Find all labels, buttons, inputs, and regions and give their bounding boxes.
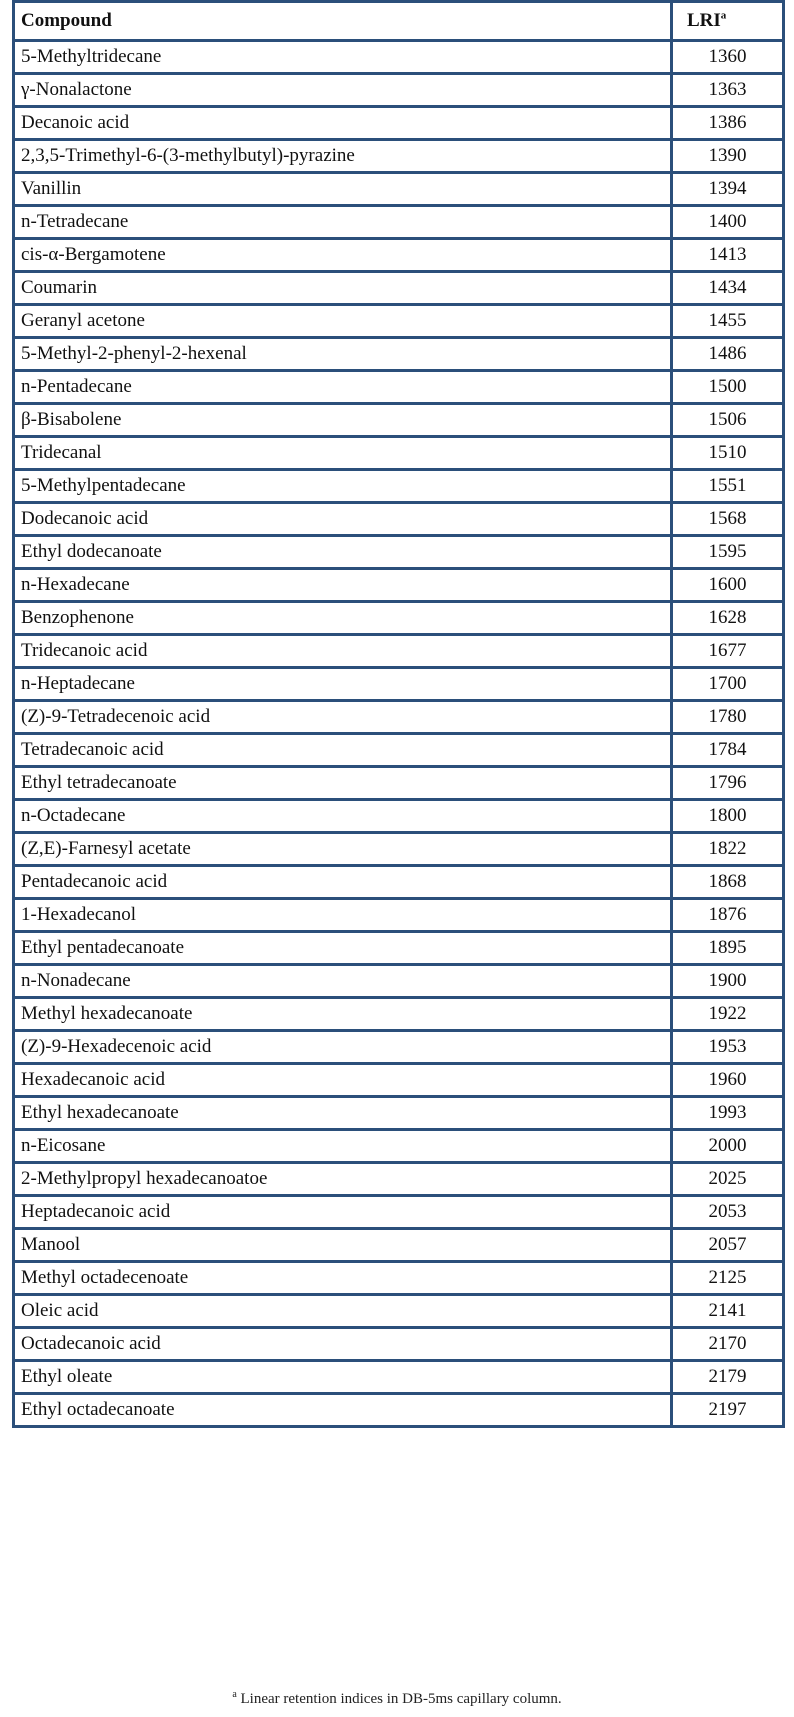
compound-lri-table [12,0,785,1428]
compound-name-cell: Methyl hexadecanoate [14,998,672,1031]
table-row [14,536,784,569]
lri-value-cell: 1568 [672,503,784,536]
lri-value-cell: 1993 [672,1097,784,1130]
compound-name-cell: n-Nonadecane [14,965,672,998]
table-row [14,833,784,866]
lri-value-cell: 2125 [672,1262,784,1295]
compound-name-cell: Decanoic acid [14,107,672,140]
lri-value-cell: 1868 [672,866,784,899]
compound-name-cell: Methyl octadecenoate [14,1262,672,1295]
compound-table-container [12,0,782,1428]
lri-value-cell: 1628 [672,602,784,635]
table-row [14,1196,784,1229]
table-row [14,701,784,734]
table-row [14,173,784,206]
table-row [14,734,784,767]
table-row [14,1031,784,1064]
table-body [14,41,784,1427]
compound-name-cell: Ethyl hexadecanoate [14,1097,672,1130]
table-row [14,1130,784,1163]
table-row [14,338,784,371]
compound-name-cell: Ethyl dodecanoate [14,536,672,569]
lri-value-cell: 2170 [672,1328,784,1361]
lri-value-cell: 1386 [672,107,784,140]
lri-value-cell: 1500 [672,371,784,404]
table-row [14,1328,784,1361]
lri-value-cell: 1922 [672,998,784,1031]
lri-value-cell: 1784 [672,734,784,767]
lri-value-cell: 2000 [672,1130,784,1163]
compound-name-cell: Tridecanoic acid [14,635,672,668]
lri-value-cell: 1700 [672,668,784,701]
lri-value-cell: 1953 [672,1031,784,1064]
compound-name-cell: (Z,E)-Farnesyl acetate [14,833,672,866]
table-row [14,41,784,74]
table-row [14,437,784,470]
lri-value-cell: 2141 [672,1295,784,1328]
compound-name-cell: 5-Methyltridecane [14,41,672,74]
lri-value-cell: 2057 [672,1229,784,1262]
footnote-marker: a [720,9,727,22]
lri-value-cell: 2025 [672,1163,784,1196]
table-row [14,932,784,965]
compound-name-cell: (Z)-9-Hexadecenoic acid [14,1031,672,1064]
column-header-lri [672,2,784,41]
table-row [14,1064,784,1097]
table-row [14,1262,784,1295]
compound-name-cell: Benzophenone [14,602,672,635]
lri-value-cell: 1822 [672,833,784,866]
lri-value-cell: 1394 [672,173,784,206]
table-row [14,668,784,701]
lri-value-cell: 1434 [672,272,784,305]
lri-value-cell: 1363 [672,74,784,107]
compound-name-cell: n-Hexadecane [14,569,672,602]
compound-name-cell: Tetradecanoic acid [14,734,672,767]
compound-name-cell: 1-Hexadecanol [14,899,672,932]
lri-value-cell: 1796 [672,767,784,800]
lri-value-cell: 1400 [672,206,784,239]
table-row [14,635,784,668]
table-row [14,602,784,635]
table-row [14,1163,784,1196]
compound-name-cell: 2-Methylpropyl hexadecanoatoe [14,1163,672,1196]
table-row [14,470,784,503]
table-row [14,404,784,437]
lri-value-cell: 1360 [672,41,784,74]
compound-name-cell: 5-Methyl-2-phenyl-2-hexenal [14,338,672,371]
footnote-marker-label: a [232,1689,237,1700]
compound-name-cell: Ethyl tetradecanoate [14,767,672,800]
footnote-text: Linear retention indices in DB-5ms capillary column. [240,1691,562,1707]
table-row [14,239,784,272]
compound-name-cell: Vanillin [14,173,672,206]
table-row [14,272,784,305]
compound-name-cell: γ-Nonalactone [14,74,672,107]
lri-value-cell: 2179 [672,1361,784,1394]
lri-value-cell: 1895 [672,932,784,965]
table-row [14,503,784,536]
compound-name-cell: Hexadecanoic acid [14,1064,672,1097]
table-row [14,800,784,833]
lri-value-cell: 1510 [672,437,784,470]
table-row [14,569,784,602]
table-row [14,1361,784,1394]
compound-name-cell: β-Bisabolene [14,404,672,437]
column-header-lri-label: LRI [687,10,721,31]
lri-value-cell: 2197 [672,1394,784,1427]
compound-name-cell: 2,3,5-Trimethyl-6-(3-methylbutyl)-pyrazine [14,140,672,173]
compound-name-cell: n-Heptadecane [14,668,672,701]
table-row [14,1097,784,1130]
lri-value-cell: 1390 [672,140,784,173]
table-row [14,866,784,899]
table-row [14,140,784,173]
compound-name-cell: Pentadecanoic acid [14,866,672,899]
table-row [14,1394,784,1427]
lri-value-cell: 1960 [672,1064,784,1097]
compound-name-cell: Ethyl octadecanoate [14,1394,672,1427]
compound-name-cell: n-Eicosane [14,1130,672,1163]
compound-name-cell: Octadecanoic acid [14,1328,672,1361]
compound-name-cell: cis-α-Bergamotene [14,239,672,272]
lri-value-cell: 2053 [672,1196,784,1229]
table-row [14,371,784,404]
lri-value-cell: 1677 [672,635,784,668]
lri-value-cell: 1455 [672,305,784,338]
table-row [14,206,784,239]
table-row [14,899,784,932]
compound-name-cell: Tridecanal [14,437,672,470]
lri-value-cell: 1600 [672,569,784,602]
table-header-row [14,2,784,41]
lri-value-cell: 1551 [672,470,784,503]
table-row [14,965,784,998]
compound-name-cell: Ethyl oleate [14,1361,672,1394]
table-row [14,998,784,1031]
lri-value-cell: 1506 [672,404,784,437]
compound-name-cell: Heptadecanoic acid [14,1196,672,1229]
lri-value-cell: 1900 [672,965,784,998]
table-row [14,107,784,140]
table-row [14,1295,784,1328]
table-row [14,74,784,107]
lri-value-cell: 1876 [672,899,784,932]
lri-value-cell: 1595 [672,536,784,569]
table-row [14,1229,784,1262]
compound-name-cell: n-Octadecane [14,800,672,833]
lri-value-cell: 1800 [672,800,784,833]
lri-value-cell: 1780 [672,701,784,734]
compound-name-cell: Ethyl pentadecanoate [14,932,672,965]
compound-name-cell: (Z)-9-Tetradecenoic acid [14,701,672,734]
compound-name-cell: Coumarin [14,272,672,305]
table-row [14,305,784,338]
table-row [14,767,784,800]
compound-name-cell: 5-Methylpentadecane [14,470,672,503]
compound-name-cell: Oleic acid [14,1295,672,1328]
compound-name-cell: Geranyl acetone [14,305,672,338]
compound-name-cell: Manool [14,1229,672,1262]
column-header-compound: Compound [14,2,672,41]
compound-name-cell: n-Tetradecane [14,206,672,239]
compound-name-cell: n-Pentadecane [14,371,672,404]
table-footnote [0,1691,794,1708]
lri-value-cell: 1413 [672,239,784,272]
lri-value-cell: 1486 [672,338,784,371]
compound-name-cell: Dodecanoic acid [14,503,672,536]
